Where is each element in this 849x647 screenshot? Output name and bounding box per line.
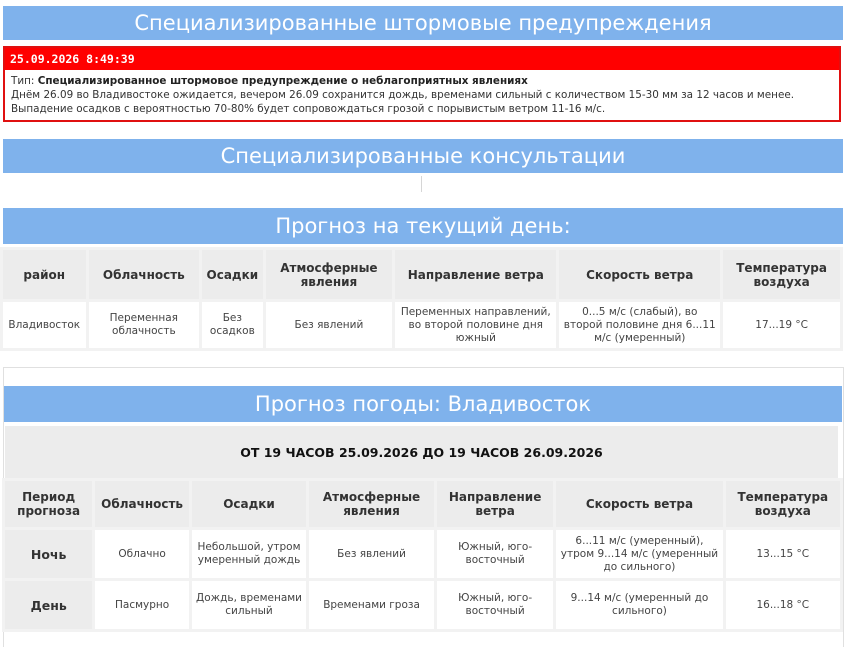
header-cloudiness: Облачность xyxy=(89,250,200,299)
cell-wind-speed: 9...14 м/с (умеренный до сильного) xyxy=(556,581,722,629)
header-temperature: Температура воздуха xyxy=(723,250,840,299)
table-row xyxy=(5,581,840,629)
cell-wind-speed: 6...11 м/с (умеренный), утром 9...14 м/с (умеренный до сильного) xyxy=(556,530,722,578)
today-forecast-banner xyxy=(3,208,843,244)
warning-type-label: Тип: xyxy=(11,75,35,87)
cell-wind-speed: 0...5 м/с (слабый), во второй половине дня 6...11 м/с (умеренный) xyxy=(559,302,720,348)
cell-district: Владивосток xyxy=(3,302,86,348)
consultations-empty-area xyxy=(3,174,843,192)
cell-precipitation: Небольшой, утром умеренный дождь xyxy=(192,530,306,578)
storm-warning-body xyxy=(5,70,839,116)
header-wind-speed: Скорость ветра xyxy=(556,481,722,527)
cell-cloudiness: Облачно xyxy=(95,530,189,578)
cell-period: День xyxy=(5,581,92,629)
storm-warnings-title: Специализированные штормовые предупреждения xyxy=(134,11,712,35)
header-temperature: Температура воздуха xyxy=(726,481,840,527)
table-row xyxy=(3,302,840,348)
today-forecast-title: Прогноз на текущий день: xyxy=(275,214,571,238)
consultations-title: Специализированные консультации xyxy=(220,144,626,168)
cell-precipitation: Дождь, временами сильный xyxy=(192,581,306,629)
cell-wind-direction: Южный, юго-восточный xyxy=(437,530,553,578)
header-precipitation: Осадки xyxy=(202,250,262,299)
table-header-row xyxy=(5,481,840,527)
cell-phenomena: Без явлений xyxy=(309,530,434,578)
consultations-banner xyxy=(3,139,843,173)
cell-cloudiness: Пасмурно xyxy=(95,581,189,629)
cell-cloudiness: Переменная облачность xyxy=(89,302,200,348)
header-period: Период прогноза xyxy=(5,481,92,527)
cell-phenomena: Без явлений xyxy=(266,302,393,348)
forecast-title: Прогноз погоды: Владивосток xyxy=(254,392,592,416)
warning-text: Днём 26.09 во Владивостоке ожидается, вечером 26.09 сохранится дождь, временами сильный с количеством 15-30 мм за 12 часов и менее. Выпадение осадков с вероятностью 70-80% будет сопровождаться грозой с порывистым ветром 11-16 м/с. xyxy=(11,89,795,115)
forecast-table xyxy=(2,478,843,632)
header-district: район xyxy=(3,250,86,299)
header-wind-direction: Направление ветра xyxy=(395,250,556,299)
cell-phenomena: Временами гроза xyxy=(309,581,434,629)
header-wind-direction: Направление ветра xyxy=(437,481,553,527)
cell-temperature: 13...15 °С xyxy=(726,530,840,578)
header-wind-speed: Скорость ветра xyxy=(559,250,720,299)
storm-warning-box xyxy=(3,46,841,122)
cell-temperature: 17...19 °С xyxy=(723,302,840,348)
table-header-row xyxy=(3,250,840,299)
forecast-period: ОТ 19 ЧАСОВ 25.09.2026 ДО 19 ЧАСОВ 26.09.2026 xyxy=(5,426,838,478)
cell-period: Ночь xyxy=(5,530,92,578)
header-phenomena: Атмосферные явления xyxy=(266,250,393,299)
header-precipitation: Осадки xyxy=(192,481,306,527)
divider xyxy=(421,176,422,192)
storm-warning-timestamp: 25.09.2026 8:49:39 xyxy=(5,48,839,70)
storm-warnings-banner xyxy=(3,6,843,40)
header-cloudiness: Облачность xyxy=(95,481,189,527)
table-row xyxy=(5,530,840,578)
cell-temperature: 16...18 °С xyxy=(726,581,840,629)
cell-precipitation: Без осадков xyxy=(202,302,262,348)
today-forecast-table xyxy=(0,247,843,351)
forecast-banner xyxy=(4,386,842,422)
cell-wind-direction: Переменных направлений, во второй половине дня южный xyxy=(395,302,556,348)
warning-type-value: Специализированное штормовое предупреждение о неблагоприятных явлениях xyxy=(37,75,528,87)
header-phenomena: Атмосферные явления xyxy=(309,481,434,527)
cell-wind-direction: Южный, юго-восточный xyxy=(437,581,553,629)
